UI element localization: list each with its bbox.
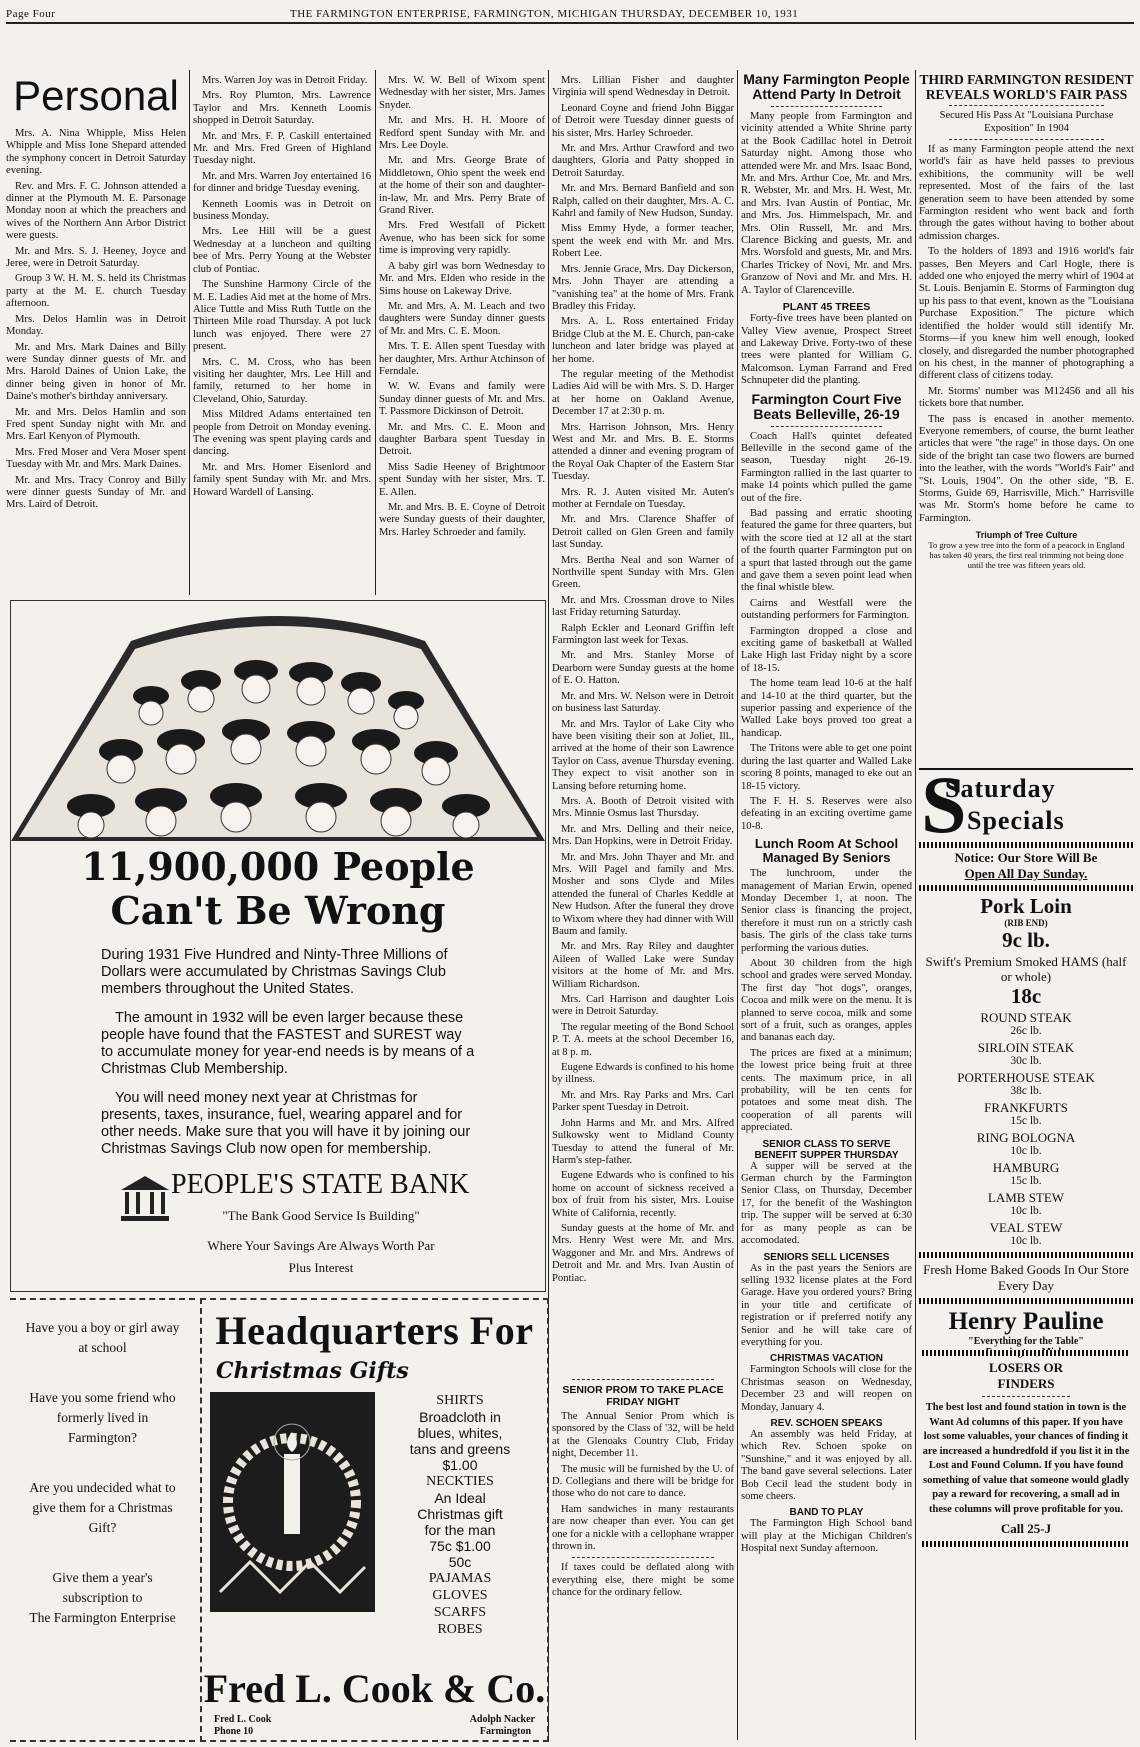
column-4 — [552, 75, 734, 1740]
store-notice-1: Notice: Our Store Will Be — [954, 850, 1098, 865]
news-item: Mr. and Mrs. Clarence Shaffer of Detroit called on Glen Green and family last Sunday. — [552, 514, 734, 551]
news-item: Mr. and Mrs. Ray Parks and Mrs. Carl Parker spent Tuesday in Detroit. — [552, 1089, 734, 1114]
news-item: Mr. and Mrs. Homer Eisenlord and family spent Sunday with Mr. and Mrs. Howard Wardell of Lansing. — [193, 461, 371, 498]
news-item: Mr. and Mrs. C. E. Moon and daughter Barbara spent Tuesday in Detroit. — [379, 421, 545, 458]
subscription-line: formerly lived in — [56, 1410, 149, 1425]
news-item: Mr. and Mrs. Delling and their neice, Mrs. Dan Hopkins, were in Detroit Friday. — [552, 823, 734, 848]
subscription-line: The Farmington Enterprise — [29, 1610, 176, 1625]
cook-item: SHIRTS — [436, 1393, 484, 1408]
candle-wreath-illustration — [210, 1392, 375, 1612]
news-item: Leonard Coyne and friend John Biggar of Detroit were Tuesday dinner guests of his sister, Mrs. Harley Schroeder. — [552, 102, 734, 139]
news-item: Mr. and Mrs. George Brate of Middletown, Ohio spent the week end at the home of their son and daughter-in-law, Mr. and Mrs. Perry Brate of Grand River. — [379, 155, 545, 217]
subscription-lines — [10, 1300, 195, 1628]
worlds-fair-paragraph: The pass is encased in another memento. Everyone remembers, of course, the burnt leather articles that were "the rage" in those days. On one side of the bright tan case two flowers are burned into the leather, with the words "World's Fair" and "St. Louis, 1904". On the other side, "B. E. Storms, Guide 69, Harrisville, Mich." Harrisville was Mr. Storm's home before he came to Farmington. — [919, 413, 1134, 524]
column-4-text — [552, 75, 734, 1375]
cook-item: Broadcloth in — [419, 1409, 501, 1425]
bank-headline-1: 11,900,000 People — [81, 844, 475, 889]
specials-title-2: Specials — [967, 806, 1065, 835]
news-item: Mrs. Warren Joy was in Detroit Friday. — [202, 75, 368, 86]
personal-item: Group 3 W. H. M. S. held its Christmas party at the M. E. church Tuesday afternoon. — [6, 273, 186, 310]
bank-building-icon — [119, 1174, 171, 1222]
special-item-name: FRANKFURTS — [984, 1100, 1068, 1115]
subscription-line: give them for a Christmas — [32, 1500, 173, 1515]
subscription-line: Farmington? — [68, 1430, 137, 1445]
cook-item: An Ideal — [434, 1490, 486, 1506]
personal-item: Mrs. A. Nina Whipple, Miss Helen Whipple and Miss Ione Shepard attended the symphony concert in Detroit Saturday evening. — [6, 128, 186, 177]
crowd-illustration — [11, 601, 545, 841]
taxes-note: If taxes could be deflated along with everything else, there might be some chance for the ordinary fellow. — [552, 1562, 734, 1599]
subscription-line: Give them a year's — [52, 1570, 153, 1585]
personal-item: Mrs. Delos Hamlin was in Detroit Monday. — [6, 313, 186, 338]
losers-heading-2: FINDERS — [997, 1376, 1055, 1391]
licenses-text: As in the past years the Seniors are selling 1932 license plates at the Ford Garage. Have you ordered yours? Bring in your title and certificate of registration or if preferred notify any Senior and he will take care of everything for you. — [741, 1262, 912, 1348]
vacation-text: Farmington Schools will close for the Christmas season on Wednesday, December 23 and will reopen on Monday, January 4. — [741, 1364, 912, 1413]
bank-para-2: The amount in 1932 will be even larger because these people have found that the FASTEST and SUREST way to accumulate money for year-end needs is by means of a Christmas Club Membership. — [101, 1010, 475, 1077]
special-item-name: HAMBURG — [992, 1160, 1060, 1175]
cook-item: $1.00 — [442, 1457, 478, 1473]
personal-item: Mr. and Mrs. S. J. Heeney, Joyce and Jeree, were in Detroit Saturday. — [6, 245, 186, 270]
news-item: Miss Sadie Heeney of Brightmoor spent Sunday with her sister, Mrs. T. E. Allen. — [379, 461, 545, 498]
news-item: Sunday guests at the home of Mr. and Mrs. Henry West were Mr. and Mrs. Waggoner and Mr. and Mrs. Andrews of Detroit and Mr. and Mrs. Ivan Austin of Pontiac. — [552, 1222, 734, 1284]
news-item: Mrs. Bertha Neal and son Warner of Northville spent Sunday with Mrs. Glen Green. — [552, 554, 734, 591]
store-notice-2: Open All Day Sunday. — [964, 866, 1088, 881]
specials-title-1: Saturday — [945, 774, 1056, 803]
bank-para-1: During 1931 Five Hundred and Ninty-Three Millions of Dollars were accumulated by Christmas Savings Club members throughout the United States. — [101, 947, 448, 997]
court-paragraph: Cairns and Westfall were the outstanding performers for Farmington. — [741, 597, 912, 622]
bank-para-3: You will need money next year at Christmas for presents, taxes, insurance, fuel, wearing apparel and for other needs. Make sure that you will have it by joining our Christmas Savings Club now open for membership. — [101, 1090, 471, 1157]
news-item: Ralph Eckler and Leonard Griffin left Farmington last week for Texas. — [552, 622, 734, 647]
news-item: Mrs. R. J. Auten visited Mr. Auten's mother at Ferndale on Tuesday. — [552, 486, 734, 510]
personal-item: Mrs. Fred Moser and Vera Moser spent Tuesday with Mr. and Mrs. Mark Daines. — [6, 446, 186, 471]
cook-phone: Phone 10 — [214, 1726, 254, 1737]
news-item: Mrs. Lee Hill will be a guest Wednesday at a luncheon and quilting bee of Mrs. Perry Young at the Webster club of Pontiac. — [193, 226, 371, 275]
saturday-specials-ad — [919, 759, 1133, 1348]
cook-item: PAJAMAS — [428, 1571, 492, 1586]
cook-headline: Headquarters For — [215, 1308, 534, 1353]
news-item: Mr. and Mrs. Stanley Morse of Dearborn were Sunday guests at the home of E. O. Hatton. — [552, 650, 734, 687]
court-paragraph: Coach Hall's quintet defeated Belleville in the second game of the season, Tuesday night 26-19. Farmington rallied in the last quarter to make 14 points which pulled the game out of the fire. — [741, 430, 912, 504]
store-tagline: "Everything for the Table" — [968, 1336, 1084, 1347]
news-item: Miss Mildred Adams entertained ten people from Detroit on Monday evening. The evening was spent playing cards and dancing. — [193, 409, 371, 458]
masthead-rule — [6, 22, 1134, 24]
news-item: The regular meeting of the Bond School P. T. A. meets at the school December 16, at 8 p. m. — [552, 1021, 734, 1058]
cook-item: 75c $1.00 — [429, 1538, 491, 1554]
cook-item: ROBES — [437, 1622, 483, 1637]
cook-item: NECKTIES — [426, 1474, 494, 1489]
supper-heading: SENIOR CLASS TO SERVE BENEFIT SUPPER THURSDAY — [754, 1138, 899, 1161]
news-item: Mr. and Mrs. Warren Joy entertained 16 for dinner and bridge Tuesday evening. — [193, 170, 371, 195]
news-item: Mr. and Mrs. Arthur Crawford and two daughters, Gloria and Patty shopped in Detroit Saturday. — [552, 143, 734, 179]
losers-call: Call 25-J — [1000, 1521, 1052, 1536]
personal-item: Mr. and Mrs. Tracy Conroy and Billy were dinner guests Sunday of Mr. and Mrs. Laird of Detroit. — [6, 474, 186, 511]
special-item-price: 38c lb. — [1010, 1085, 1042, 1097]
news-item: The Sunshine Harmony Circle of the M. E. Ladies Aid met at the home of Mrs. Alice Tuttle and Miss Ruth Tuttle on the Thirteen Mile road Thursday. A pot luck lunch was enjoyed. There were 27 present. — [193, 279, 371, 353]
lunch-paragraph: The prices are fixed at a minimum; the lowest price being fruit at three cents. The maximum price, in all probability, will be ten cents for potatoes and some meat dish. The cooperation of all parents will appreciated. — [741, 1047, 912, 1134]
cook-item: blues, whites, — [417, 1425, 503, 1441]
special-item-price: 26c lb. — [1010, 1025, 1042, 1037]
news-item: Mr. and Mrs. B. E. Coyne of Detroit were Sunday guests of their daughter, Mrs. Harley Schroeder and family. — [379, 502, 545, 538]
worlds-fair-subhead: Secured His Pass At "Louisiana Purchase Exposition" In 1904 — [939, 110, 1114, 134]
vacation-heading: CHRISTMAS VACATION — [770, 1353, 883, 1365]
personal-column — [6, 72, 186, 597]
column-3-text — [379, 75, 545, 595]
special-item-note: (RIB END) — [1004, 918, 1048, 928]
bank-line-1: Where Your Savings Are Always Worth Par — [207, 1238, 435, 1253]
column-6-article — [919, 72, 1134, 767]
news-item: A baby girl was born Wednesday to Mr. and Mrs. Elden who reside in the Sims house on Lakeway Drive. — [379, 260, 545, 297]
court-paragraph: Farmington dropped a close and exciting game of basketball at Walled Lake High last Friday night by a score of 18-15. — [741, 625, 912, 674]
bank-ad — [10, 600, 546, 1292]
lunch-heading: Lunch Room At School Managed By Seniors — [754, 836, 899, 866]
news-item: Mr. and Mrs. John Thayer and Mr. and Mrs. Will Pagel and family and Mrs. Mosher and sons Clyde and Miles attended the funeral of Charles Keddle at New Hudson. After the funeral they drove to Wixom where they had dinner with Will Baum and family. — [552, 851, 734, 937]
news-item: Mrs. Carl Harrison and daughter Lois were in Detroit Saturday. — [552, 994, 734, 1018]
losers-text: The best lost and found station in town is the Want Ad columns of this paper. If you have lost some valuables, your chances of finding it are increased a hundredfold if you list it in the Lost and Found Column. If you have found something of value that someone would gladly pay a reward for recovering, a small ad in these columns will prove profitable for you. — [922, 1402, 1130, 1515]
special-item-name: ROUND STEAK — [980, 1010, 1072, 1025]
subscription-ad — [10, 1298, 195, 1742]
party-text: Many people from Farmington and vicinity attended a White Shrine party at the Book Cadillac hotel in Detroit Saturday night. Among those who attended were Mr. and Mrs. Isaac Bond, Mr. and Mrs. Arthur Coe, Mr. and Mrs. R. Webster, Mr. and Mrs. H. West, Mr. and Mrs. Ivan Austin of Pontiac, Mr. and Mrs. Jos. Himmelspach, Mr. and Mrs. Olin Russell, Mr. and Mrs. Clarence Bicking and guests, Mr. and Mrs. Worsfold and guests, Mr. and Mrs. Charles Trickey of Novi, Mr. and Mrs. Granzow of Novi and Mr. and Mrs. H. A. Taylor of Clarenceville. — [741, 111, 912, 296]
news-item: Mr. and Mrs. Taylor of Lake City who have been visiting their son at Joliet, Ill., arrived at the home of their son Lawrence Taylor on Cass, avenue Thursday evening. They expect to visit another son in Lansing before returning home. — [552, 718, 734, 792]
news-item: Mrs. C. M. Cross, who has been visiting her daughter, Mrs. Lee Hill and family, returned to her home in Cleveland, Ohio, Saturday. — [193, 356, 371, 405]
worlds-fair-text — [919, 144, 1134, 525]
news-item: W. W. Evans and family were Sunday dinner guests of Mr. and Mrs. T. Passmore Dickinson of Detroit. — [379, 381, 545, 418]
special-item-name: Swift's Premium Smoked HAMS (half or whole) — [925, 954, 1127, 984]
news-item: Mrs. Roy Plumton, Mrs. Lawrence Taylor and Mrs. Kenneth Loomis shopped in Detroit Saturday. — [193, 90, 371, 127]
subscription-line: Gift? — [88, 1520, 117, 1535]
prom-paragraph: The music will be furnished by the U. of D. Collegians and there will be bridge for those who do not care to dance. — [552, 1463, 734, 1500]
prom-paragraph: The Annual Senior Prom which is sponsored by the Class of '32, will be held at the Glenoaks Country Club, Friday night, December 11. — [552, 1411, 734, 1460]
news-item: Kenneth Loomis was in Detroit on business Monday. — [193, 198, 371, 223]
losers-finders-box — [922, 1350, 1130, 1610]
cook-item: GLOVES — [432, 1588, 488, 1603]
bank-slogan: "The Bank Good Service Is Building" — [222, 1208, 420, 1223]
supper-text: A supper will be served at the German church by the Farmington Senior Class, on Thursday, December 17, for the benefit of the Washington trip. The supper will be served at 6:30 for as many people as can be accomodated. — [741, 1160, 912, 1247]
court-heading: Farmington Court Five Beats Belleville, 26-19 — [751, 390, 902, 422]
news-item: Mr. and Mrs. F. P. Caskill entertained Mr. and Mrs. Fred Green of Highland Tuesday night. — [193, 130, 371, 167]
special-item-price: 15c lb. — [1010, 1115, 1042, 1127]
special-item-price: 15c lb. — [1010, 1175, 1042, 1187]
news-item: Mrs. W. W. Bell of Wixom spent Wednesday with her sister, Mrs. James Snyder. — [379, 75, 545, 111]
cook-subheadline: Christmas Gifts — [216, 1358, 409, 1384]
court-paragraph: The F. H. S. Reserves were also defeating in an exciting overtime game 10-8. — [741, 795, 912, 832]
cook-place: Farmington — [479, 1726, 531, 1737]
prom-paragraph: Ham sandwiches in many restaurants are now cheaper than ever. You can get one for a nickle with a cellophane wrapper thrown in. — [552, 1503, 734, 1553]
news-item: Mrs. Lillian Fisher and daughter Virginia will spend Wednesday in Detroit. — [552, 75, 734, 99]
plant-heading: PLANT 45 TREES — [782, 301, 871, 314]
masthead-title: THE FARMINGTON ENTERPRISE, FARMINGTON, MICHIGAN THURSDAY, DECEMBER 10, 1931 — [290, 8, 799, 20]
schoen-text: An assembly was held Friday, at which Rev. Schoen spoke on "Sunshine," and it was enjoyed by all. The band gave several selections. Later Bob Cecil lead the student body in some cheers. — [741, 1428, 912, 1502]
court-text — [741, 431, 912, 834]
licenses-heading: SENIORS SELL LICENSES — [763, 1251, 890, 1263]
news-item: Eugene Edwards who is confined to his home on account of sickness received a box of fruit from his sister, Mrs. Louise White of California, recently. — [552, 1170, 734, 1219]
subscription-line: Have you a boy or girl away — [25, 1320, 180, 1335]
triumph-text: To grow a yew tree into the form of a peacock in England has taken 40 years, the first real trimming not being done until the tree was fifteen years old. — [928, 540, 1125, 571]
special-item-name: SIRLOIN STEAK — [977, 1040, 1075, 1055]
court-paragraph: The Tritons were able to get one point during the last quarter and Walled Lake scoring 8 points, managed to eke out an 18-15 victory. — [741, 743, 912, 792]
lunch-paragraph: About 30 children from the high school and grades were served Monday. The first day "hot dogs", oranges, Cocoa and milk were on the menu. It is planned to serve cocoa, milk and some sort of a fruit, such as oranges, apples and bananas each day. — [741, 957, 912, 1044]
special-item-name: PORTERHOUSE STEAK — [957, 1070, 1095, 1085]
news-item: Mr. and Mrs. W. Nelson were in Detroit on business last Saturday. — [552, 690, 734, 715]
subscription-line: Are you undecided what to — [29, 1480, 176, 1495]
news-item: Mrs. A. Booth of Detroit visited with Mrs. Minnie Osmus last Thursday. — [552, 795, 734, 820]
baked-goods: Fresh Home Baked Goods In Our Store Every Day — [923, 1262, 1129, 1293]
cook-item: 50c — [448, 1554, 472, 1570]
personal-item: Mr. and Mrs. Delos Hamlin and son Fred spent Sunday night with Mr. and Mrs. Earl Kenyon of Plymouth. — [6, 406, 186, 443]
cook-items — [380, 1392, 540, 1638]
news-item: Eugene Edwards is confined to his home by illness. — [552, 1062, 734, 1086]
special-item-name: LAMB STEW — [987, 1190, 1065, 1205]
bank-line-2: Plus Interest — [288, 1260, 354, 1275]
worlds-fair-heading: THIRD FARMINGTON RESIDENT REVEALS WORLD'S FAIR PASS — [919, 72, 1134, 102]
cook-item: for the man — [424, 1522, 496, 1538]
special-item-price: 9c lb. — [1002, 928, 1050, 952]
band-text: The Farmington High School band will play at the Michigan Children's Hospital next Sunday afternoon. — [741, 1518, 912, 1555]
cook-store-name: Fred L. Cook & Co. — [203, 1666, 546, 1711]
news-item: Mr. and Mrs. Bernard Banfield and son Ralph, called on their daughter, Mrs. A. C. Kahrl and family of New Hudson, Sunday. — [552, 183, 734, 220]
specials-big-s: S — [921, 759, 967, 850]
cook-item: Christmas gift — [417, 1506, 503, 1522]
subscription-line: Have you some friend who — [29, 1390, 176, 1405]
personal-text — [6, 128, 186, 512]
special-item-name: Pork Loin — [980, 894, 1072, 918]
special-item-price: 10c lb. — [1010, 1145, 1042, 1157]
news-item: The regular meeting of the Methodist Ladies Aid will be with Mrs. S. D. Harger at her home on Oakland Avenue, December 17 at 2:30 p. m. — [552, 368, 734, 418]
losers-heading-1: LOSERS OR — [988, 1360, 1064, 1375]
special-item-price: 10c lb. — [1010, 1235, 1042, 1247]
news-item: Miss Emmy Hyde, a former teacher, spent the week end with Mr. and Mrs. Robert Lee. — [552, 223, 734, 260]
news-item: Mr. and Mrs. A. M. Leach and two daughters were Sunday dinner guests of Mr. and Mrs. C. E. Moon. — [379, 300, 545, 337]
prom-heading: SENIOR PROM TO TAKE PLACE FRIDAY NIGHT — [562, 1384, 724, 1408]
personal-heading: Personal — [13, 72, 179, 119]
bank-name: PEOPLE'S STATE BANK — [171, 1169, 470, 1200]
cook-owner-1: Fred L. Cook — [214, 1714, 272, 1725]
column-2-text — [193, 75, 371, 595]
subscription-line: subscription to — [62, 1590, 143, 1605]
news-item: Mrs. Fred Westfall of Pickett Avenue, who has been sick for some time is improving very rapidly. — [379, 220, 545, 257]
news-item: John Harms and Mr. and Mrs. Alfred Sulkowsky went to Midland County Tuesday to attend the funeral of Mr. Harm's step-father. — [552, 1117, 734, 1166]
news-item: Mrs. A. L. Ross entertained Friday Bridge Club at the M. E. Church, pan-cake luncheon and later bridge was played at her home. — [552, 316, 734, 365]
special-item-name: RING BOLOGNA — [976, 1130, 1076, 1145]
court-paragraph: Bad passing and erratic shooting featured the game for three quarters, but with the score tied at 12 all at the start of the fourth quarter Farmington put on a spurt that lasted through out the game and gave them a seven point lead when the final whistle blew. — [741, 507, 912, 594]
band-heading: BAND TO PLAY — [789, 1507, 864, 1519]
news-item: Mrs. T. E. Allen spent Tuesday with her daughter, Mrs. Arthur Atchinson of Ferndale. — [379, 341, 545, 377]
court-paragraph: The home team lead 10-6 at the half and 14-10 at the third quarter, but the superior passing and experience of the Walled Lake boys proved too great a handicap. — [741, 678, 912, 739]
schoen-heading: REV. SCHOEN SPEAKS — [770, 1417, 883, 1429]
personal-item: Rev. and Mrs. F. C. Johnson attended a dinner at the Plymouth M. E. Parsonage Monday noon at which the preachers and wives of the Northern Ann Arbor District were guests. — [6, 180, 186, 242]
lunch-paragraph: The lunchroom, under the management of Marian Erwin, opened Monday December 1, at noon. The Senior class is financing the project, therefore it must run on a strictly cash basis. The girls of the class take turns performing the various duties. — [741, 868, 912, 954]
cook-owner-2: Adolph Nacker — [469, 1714, 535, 1725]
special-item-price: 18c — [1010, 984, 1042, 1008]
triumph-heading: Triumph of Tree Culture — [975, 530, 1078, 541]
lunch-text — [741, 868, 912, 1135]
party-heading: Many Farmington People Attend Party In Detroit — [743, 72, 910, 102]
column-5 — [741, 72, 912, 1740]
prom-text — [552, 1411, 734, 1553]
news-item: Mrs. Harrison Johnson, Mrs. Henry West and Mr. and Mrs. B. E. Storms attended a dinner and evening program of the Royal Oak Chapter of the Eastern Star Tuesday. — [552, 421, 734, 483]
cook-item: SCARFS — [433, 1605, 487, 1620]
specials-list — [919, 894, 1133, 1248]
special-item-price: 30c lb. — [1010, 1055, 1042, 1067]
news-item: Mr. and Mrs. Ray Riley and daughter Aileen of Walled Lake were Sunday visitors at the home of Mr. and Mrs. William Richardson. — [552, 941, 734, 990]
subscription-line: at school — [78, 1340, 127, 1355]
news-item: Mr. and Mrs. H. H. Moore of Redford spent Sunday with Mr. and Mrs. Lee Doyle. — [379, 115, 545, 152]
special-item-price: 10c lb. — [1010, 1205, 1042, 1217]
plant-text: Forty-five trees have been planted on Valley View avenue, Prospect Street and Lakeway Drive. Forty-two of these trees were planted for William G. Malcomson. Lyman Farrand and Fred Schnupeter did the planting. — [741, 313, 912, 387]
cook-item: tans and greens — [409, 1441, 511, 1457]
news-item: Mr. and Mrs. Crossman drove to Niles last Friday returning Saturday. — [552, 594, 734, 619]
worlds-fair-paragraph: To the holders of 1893 and 1916 world's fair passes, Ben Meyers and Carl Hogle, there is added one who enjoyed the merry whirl of 1904 at St. Louis. Benjamin E. Storms of Farmington dug up his pass to that event, known as the "Louisiana Purchase Exposition." The picture which identified the holder would still identify Mr. Storms—if you knew him well enough, looked closely, and disregarded the number photographed on his chest, in the manner of photographing a different class of citizens today. — [919, 246, 1134, 382]
worlds-fair-paragraph: If as many Farmington people attend the next world's fair as have held passes to previous exhibitions, the community will be well represented. Most of the fairs of the last generation seem to have been attended by some Farmington resident who went back and forth through the gates without having to bother about admission charges. — [919, 144, 1134, 242]
store-name: Henry Pauline — [948, 1308, 1104, 1335]
news-item: Mrs. Jennie Grace, Mrs. Day Dickerson, Mrs. John Thayer are attending a "vanishing tea" at the home of Mrs. Frank Bradley this Friday. — [552, 263, 734, 312]
page-number: Page Four — [6, 8, 56, 20]
special-item-name: VEAL STEW — [989, 1220, 1063, 1235]
personal-item: Mr. and Mrs. Mark Daines and Billy were Sunday dinner guests of Mr. and Mrs. Harold Daines of Union Lake, the dinner being given in honor of Mr. Daine's mother's birthday anniversary. — [6, 341, 186, 403]
worlds-fair-paragraph: Mr. Storms' number was M12456 and all his tickets bore that number. — [919, 385, 1134, 410]
cook-ad — [200, 1298, 549, 1742]
bank-headline-2: Can't Be Wrong — [110, 888, 446, 933]
